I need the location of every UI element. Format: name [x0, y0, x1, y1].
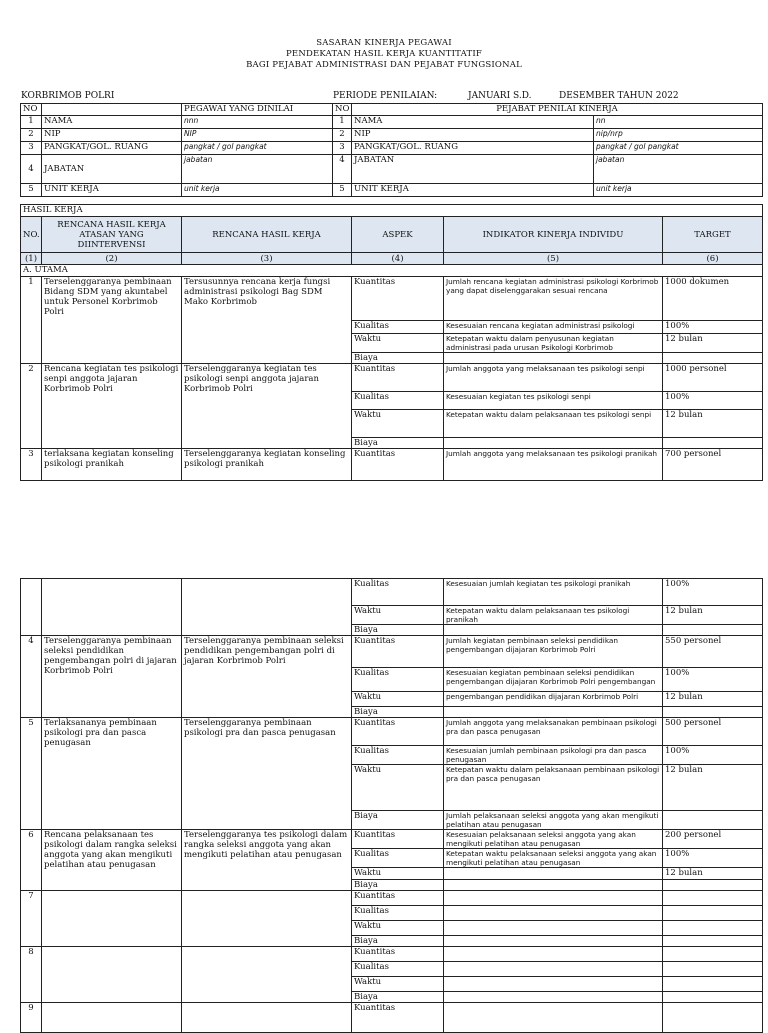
row-label: UNIT KERJA — [42, 184, 182, 197]
identity-row — [21, 142, 763, 155]
section-utama: A. UTAMA — [21, 265, 763, 277]
row-no: 5 — [21, 184, 42, 197]
aspect-label: Biaya — [352, 438, 444, 449]
aspect-label: Biaya — [352, 625, 444, 636]
row-label-2: NAMA — [352, 116, 594, 129]
aspect-label: Kuantitas — [352, 449, 444, 481]
aspect-label: Kualitas — [352, 746, 444, 765]
aspect-label: Waktu — [352, 977, 444, 992]
indicator-text: Jumlah pelaksanaan seleksi anggota yang akan mengikuti pelatihan atau penugasan — [444, 811, 663, 830]
target-value — [663, 707, 763, 718]
indicator-text: Kesesuaian jumlah kegiatan tes psikologi pranikah — [444, 579, 663, 606]
aspect-label: Kuantitas — [352, 891, 444, 906]
periode-from: JANUARI S.D. — [468, 91, 532, 101]
target-value: 12 bulan — [663, 410, 763, 438]
col-header-aspek: ASPEK — [352, 217, 444, 253]
title-line-2: PENDEKATAN HASIL KERJA KUANTITATIF — [286, 49, 482, 59]
indicator-text — [444, 962, 663, 977]
aspect-label: Waktu — [352, 921, 444, 936]
row-label: NAMA — [42, 116, 182, 129]
aspect-label: Waktu — [352, 606, 444, 625]
indicator-text: Ketepatan waktu dalam penyusunan kegiatan administrasi pada urusan Psikologi Korbrimob — [444, 334, 663, 353]
identity-row — [21, 116, 763, 129]
target-value — [663, 977, 763, 992]
atasan-plan: Rencana kegiatan tes psikologi senpi anggota jajaran Korbrimob Polri — [42, 364, 182, 449]
atasan-plan: Rencana pelaksanaan tes psikologi dalam rangka seleksi anggota yang akan mengikuti pelatihan atau penugasan — [42, 830, 182, 891]
indicator-text — [444, 992, 663, 1003]
indicator-text: Jumlah rencana kegiatan administrasi psikologi Korbrimob yang dapat diselenggarakan sesuai rencana — [444, 277, 663, 321]
indicator-text: Ketepatan waktu dalam pelaksanaan tes psikologi pranikah — [444, 606, 663, 625]
row-value: NIP — [182, 129, 333, 142]
row-label-2: UNIT KERJA — [352, 184, 594, 197]
indicator-text — [444, 906, 663, 921]
hasil-kerja-label: HASIL KERJA — [21, 205, 763, 217]
identity-header-row — [21, 104, 763, 116]
target-value — [663, 625, 763, 636]
target-value — [663, 1003, 763, 1033]
indicator-text: Kesesuaian pelaksanaan seleksi anggota yang akan mengikuti pelatihan atau penugasan — [444, 830, 663, 849]
aspect-label: Kuantitas — [352, 1003, 444, 1033]
aspect-label: Kuantitas — [352, 830, 444, 849]
row-value: pangkat / gol pangkat — [182, 142, 333, 155]
aspect-label: Kualitas — [352, 321, 444, 334]
row-no-2: 4 — [333, 155, 352, 184]
work-plan: Terselenggaranya pembinaan psikologi pra dan pasca penugasan — [182, 718, 352, 830]
work-plan: Tersusunnya rencana kerja fungsi administrasi psikologi Bag SDM Mako Korbrimob — [182, 277, 352, 364]
target-value: 100% — [663, 746, 763, 765]
target-value — [663, 906, 763, 921]
col-number: (1) — [21, 253, 42, 265]
identity-row — [21, 184, 763, 197]
section-row — [21, 265, 763, 277]
row-label: NIP — [42, 129, 182, 142]
target-value: 550 personel — [663, 636, 763, 668]
atasan-plan: Terselenggaranya pembinaan Bidang SDM yang akuntabel untuk Personel Korbrimob Polri — [42, 277, 182, 364]
row-label: JABATAN — [42, 155, 182, 184]
no-header: NO — [21, 104, 42, 116]
col-header-target: TARGET — [663, 217, 763, 253]
aspect-label: Biaya — [352, 353, 444, 364]
work-plan: Terselenggaranya pembinaan seleksi pendidikan pengembangan polri di jajaran Korbrimob Polri — [182, 636, 352, 718]
row-no: 3 — [21, 142, 42, 155]
atasan-plan — [42, 1003, 182, 1033]
item-no: 4 — [21, 636, 42, 718]
periode-to: DESEMBER TAHUN 2022 — [559, 91, 679, 101]
table-row — [21, 718, 763, 746]
indicator-text — [444, 707, 663, 718]
target-value: 500 personel — [663, 718, 763, 746]
item-no: 3 — [21, 449, 42, 481]
work-plan — [182, 579, 352, 636]
row-value-2: pangkat / gol pangkat — [594, 142, 763, 155]
title-line-3: BAGI PEJABAT ADMINISTRASI DAN PEJABAT FUNGSIONAL — [246, 60, 522, 70]
target-value: 100% — [663, 579, 763, 606]
identity-row — [21, 129, 763, 142]
row-value-2: nip/nrp — [594, 129, 763, 142]
work-plan — [182, 891, 352, 947]
target-value — [663, 438, 763, 449]
item-no: 9 — [21, 1003, 42, 1033]
hasil-kerja-table-continued — [20, 578, 763, 1033]
atasan-plan: Terlaksananya pembinaan psikologi pra dan pasca penugasan — [42, 718, 182, 830]
indicator-text: Kesesuaian jumlah pembinaan psikologi pra dan pasca penugasan — [444, 746, 663, 765]
target-value: 700 personel — [663, 449, 763, 481]
target-value — [663, 921, 763, 936]
atasan-plan: terlaksana kegiatan konseling psikologi pranikah — [42, 449, 182, 481]
hasil-kerja-table — [20, 204, 763, 481]
table-row — [21, 277, 763, 321]
aspect-label: Waktu — [352, 765, 444, 811]
indicator-text — [444, 891, 663, 906]
col-header-atasan: RENCANA HASIL KERJA ATASAN YANG DIINTERVENSI — [42, 217, 182, 253]
col-header-no: NO. — [21, 217, 42, 253]
target-value — [663, 962, 763, 977]
period-line — [21, 90, 762, 102]
indicator-text — [444, 438, 663, 449]
atasan-plan — [42, 947, 182, 1003]
indicator-text — [444, 868, 663, 880]
table-row — [21, 830, 763, 849]
target-value: 200 personel — [663, 830, 763, 849]
target-value: 12 bulan — [663, 765, 763, 811]
col-number: (5) — [444, 253, 663, 265]
aspect-label: Kualitas — [352, 392, 444, 410]
row-value-2: nn — [594, 116, 763, 129]
row-value: jabatan — [182, 155, 333, 184]
item-no: 6 — [21, 830, 42, 891]
item-no: 5 — [21, 718, 42, 830]
periode-label: PERIODE PENILAIAN: — [333, 91, 438, 101]
row-no-2: 1 — [333, 116, 352, 129]
target-value: 12 bulan — [663, 606, 763, 625]
atasan-plan: Terselenggaranya pembinaan seleksi pendidikan pengembangan polri di jajaran Korbrimob Polri — [42, 636, 182, 718]
aspect-label: Kuantitas — [352, 364, 444, 392]
item-no: 7 — [21, 891, 42, 947]
aspect-label: Biaya — [352, 880, 444, 891]
indicator-text — [444, 947, 663, 962]
aspect-label: Biaya — [352, 936, 444, 947]
document-title — [0, 38, 768, 71]
indicator-text — [444, 936, 663, 947]
table-row — [21, 891, 763, 906]
col-header-rencana: RENCANA HASIL KERJA — [182, 217, 352, 253]
target-value: 100% — [663, 849, 763, 868]
target-value: 12 bulan — [663, 868, 763, 880]
target-value: 100% — [663, 321, 763, 334]
row-no: 1 — [21, 116, 42, 129]
aspect-label: Kualitas — [352, 579, 444, 606]
aspect-label: Kualitas — [352, 906, 444, 921]
indicator-text — [444, 880, 663, 891]
row-no: 2 — [21, 129, 42, 142]
target-value: 1000 dokumen — [663, 277, 763, 321]
table-row — [21, 364, 763, 392]
indicator-text: Kesesuaian rencana kegiatan administrasi psikologi — [444, 321, 663, 334]
item-no: 1 — [21, 277, 42, 364]
org-name: KORBRIMOB POLRI — [21, 91, 115, 101]
indicator-text: pengembangan pendidikan dijajaran Korbrimob Polri — [444, 692, 663, 707]
item-no: 8 — [21, 947, 42, 1003]
indicator-text: Ketepatan waktu dalam pelaksanaan pembinaan psikologi pra dan pasca penugasan — [444, 765, 663, 811]
row-value: unit kerja — [182, 184, 333, 197]
no-header-2: NO — [333, 104, 352, 116]
col-number: (4) — [352, 253, 444, 265]
table-row — [21, 449, 763, 481]
table-row — [21, 636, 763, 668]
identity-table — [20, 103, 763, 197]
aspect-label: Biaya — [352, 992, 444, 1003]
target-value — [663, 936, 763, 947]
work-plan — [182, 947, 352, 1003]
indicator-text: Kesesuaian kegiatan tes psikologi senpi — [444, 392, 663, 410]
aspect-label: Waktu — [352, 692, 444, 707]
work-plan: Terselenggaranya tes psikologi dalam rangka seleksi anggota yang akan mengikuti pelatihan atau penugasan — [182, 830, 352, 891]
column-number-row — [21, 253, 763, 265]
row-value: nnn — [182, 116, 333, 129]
item-no: 2 — [21, 364, 42, 449]
aspect-label: Kuantitas — [352, 277, 444, 321]
target-value: 12 bulan — [663, 334, 763, 353]
table-row — [21, 579, 763, 606]
col-number: (6) — [663, 253, 763, 265]
target-value: 100% — [663, 392, 763, 410]
aspect-label: Kualitas — [352, 849, 444, 868]
indicator-text: Jumlah anggota yang melaksanaan tes psikologi senpi — [444, 364, 663, 392]
indicator-text — [444, 1003, 663, 1033]
target-value — [663, 891, 763, 906]
aspect-label: Waktu — [352, 334, 444, 353]
target-value — [663, 947, 763, 962]
row-no-2: 2 — [333, 129, 352, 142]
hasil-kerja-label-row — [21, 205, 763, 217]
col-header-indikator: INDIKATOR KINERJA INDIVIDU — [444, 217, 663, 253]
indicator-text: Ketepatan waktu pelaksanaan seleksi anggota yang akan mengikuti pelatihan atau penugasan — [444, 849, 663, 868]
pejabat-header: PEJABAT PENILAI KINERJA — [352, 104, 763, 116]
table-row — [21, 1003, 763, 1033]
target-value — [663, 811, 763, 830]
indicator-text: Kesesuaian kegiatan pembinaan seleksi pendidikan pengembangan dijajaran Korbrimob Polri pengembangan — [444, 668, 663, 692]
aspect-label: Kuantitas — [352, 947, 444, 962]
row-no-2: 5 — [333, 184, 352, 197]
table-row — [21, 947, 763, 962]
row-no-2: 3 — [333, 142, 352, 155]
aspect-label: Biaya — [352, 707, 444, 718]
aspect-label: Biaya — [352, 811, 444, 830]
target-value — [663, 353, 763, 364]
row-label-2: PANGKAT/GOL. RUANG — [352, 142, 594, 155]
identity-row — [21, 155, 763, 184]
aspect-label: Kuantitas — [352, 636, 444, 668]
item-no — [21, 579, 42, 636]
work-plan: Terselenggaranya kegiatan konseling psikologi pranikah — [182, 449, 352, 481]
col-number: (2) — [42, 253, 182, 265]
row-value-2: jabatan — [594, 155, 763, 184]
row-label: PANGKAT/GOL. RUANG — [42, 142, 182, 155]
row-label-2: NIP — [352, 129, 594, 142]
indicator-text — [444, 977, 663, 992]
target-value — [663, 880, 763, 891]
aspect-label: Kualitas — [352, 668, 444, 692]
row-no: 4 — [21, 155, 42, 184]
indicator-text — [444, 921, 663, 936]
indicator-text — [444, 353, 663, 364]
aspect-label: Kuantitas — [352, 718, 444, 746]
indicator-text: Ketepatan waktu dalam pelaksanaan tes psikologi senpi — [444, 410, 663, 438]
row-value-2: unit kerja — [594, 184, 763, 197]
target-value: 12 bulan — [663, 692, 763, 707]
row-label-2: JABATAN — [352, 155, 594, 184]
aspect-label: Waktu — [352, 868, 444, 880]
indicator-text: Jumlah anggota yang melaksanakan pembinaan psikologi pra dan pasca penugasan — [444, 718, 663, 746]
indicator-text — [444, 625, 663, 636]
indicator-text: Jumlah anggota yang melaksanaan tes psikologi pranikah — [444, 449, 663, 481]
aspect-label: Waktu — [352, 410, 444, 438]
col-number: (3) — [182, 253, 352, 265]
title-line-1: SASARAN KINERJA PEGAWAI — [316, 38, 452, 48]
pegawai-header: PEGAWAI YANG DINILAI — [182, 104, 333, 116]
work-plan — [182, 1003, 352, 1033]
target-value: 100% — [663, 668, 763, 692]
column-header-row — [21, 217, 763, 253]
atasan-plan — [42, 891, 182, 947]
atasan-plan — [42, 579, 182, 636]
indicator-text: Jumlah kegiatan pembinaan seleksi pendidikan pengembangan dijajaran Korbrimob Polri — [444, 636, 663, 668]
aspect-label: Kualitas — [352, 962, 444, 977]
target-value: 1000 personel — [663, 364, 763, 392]
work-plan: Terselenggaranya kegiatan tes psikologi senpi anggota jajaran Korbrimob Polri — [182, 364, 352, 449]
target-value — [663, 992, 763, 1003]
